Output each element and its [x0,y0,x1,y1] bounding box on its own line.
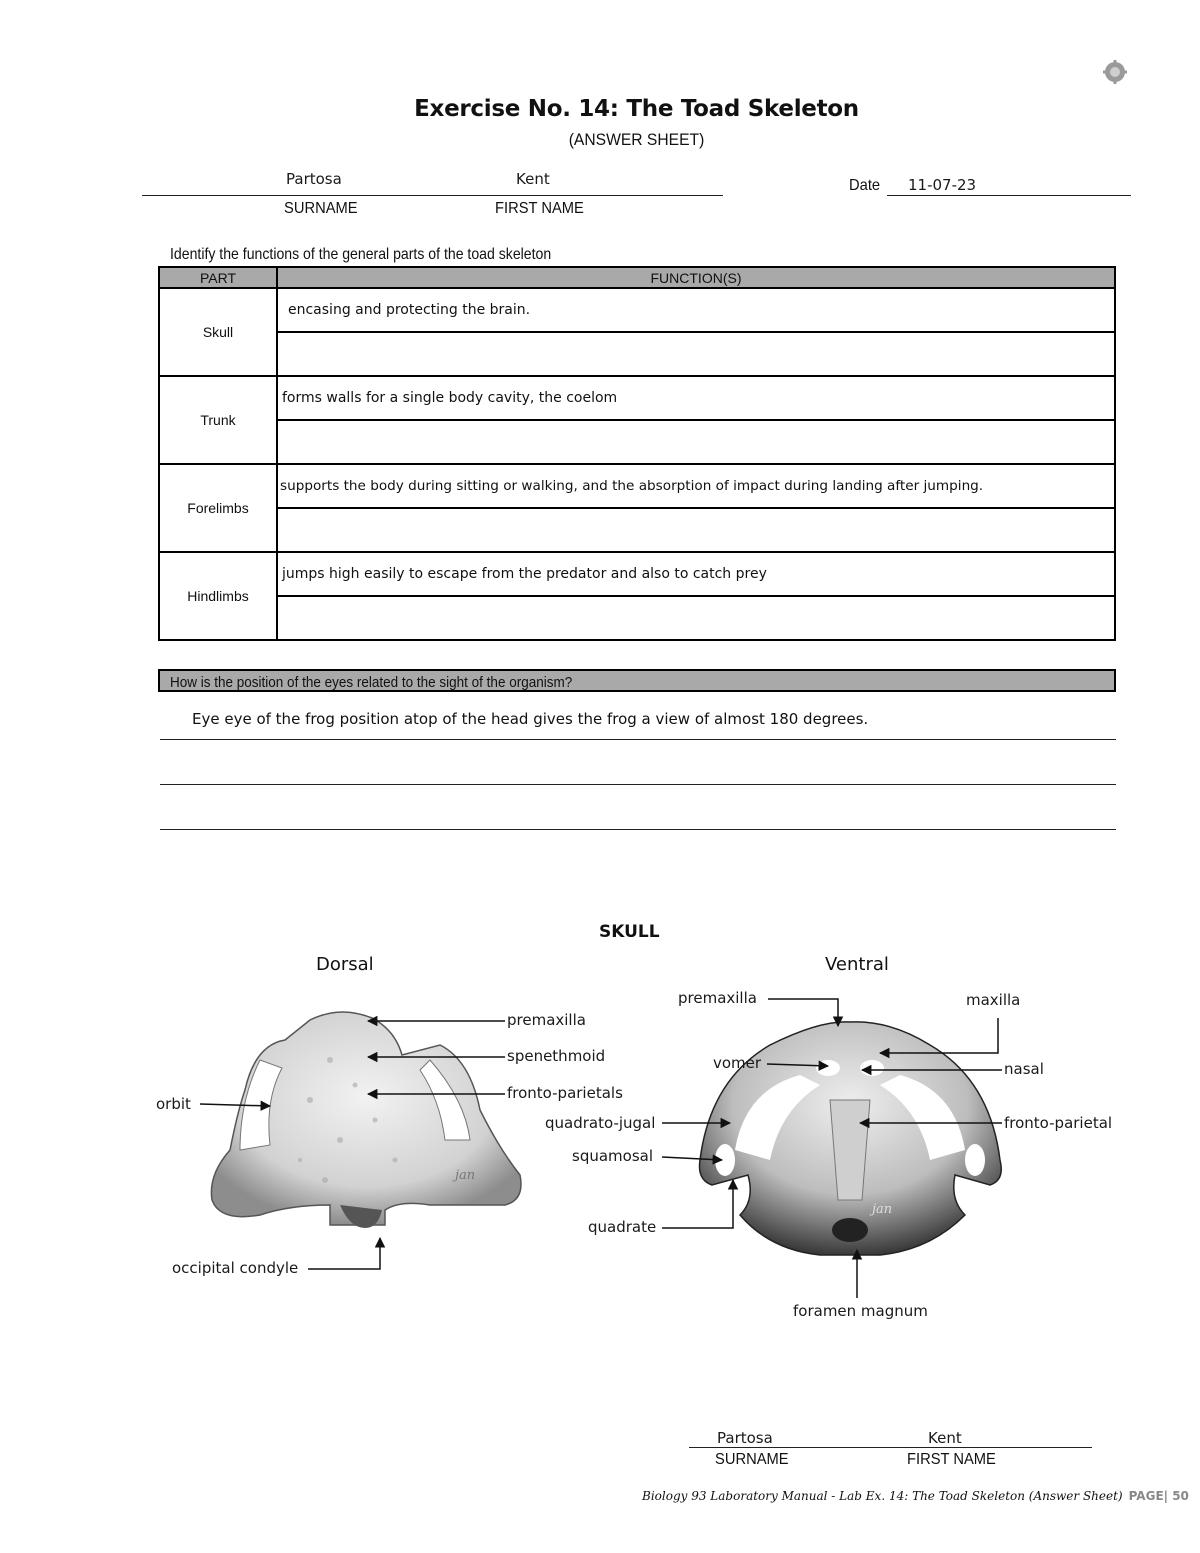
label-occipital-condyle: occipital condyle [172,1259,299,1277]
part-cell: Hindlimbs [159,552,277,640]
label-quadrate: quadrate [588,1218,657,1236]
watermark-dorsal: jan [455,1168,476,1183]
label-maxilla: maxilla [966,991,1021,1009]
name-line [142,195,723,196]
skull-title: SKULL [599,922,660,942]
page-footer [642,1489,1189,1503]
signature-line [689,1447,1092,1448]
answer-line [160,829,1116,830]
date-line [887,195,1131,196]
footer-text: Biology 93 Laboratory Manual - Lab Ex. 14: The Toad Skeleton (Answer Sheet) [642,1489,1123,1503]
part-cell: Forelimbs [159,464,277,552]
question-text: How is the position of the eyes related to the sight of the organism? [170,674,573,691]
question-answer[interactable]: Eye eye of the frog position atop of the head gives the frog a view of almost 180 degrees. [192,710,869,728]
table-row [159,420,1115,464]
label-squamosal: squamosal [572,1147,653,1165]
label-fronto-parietals: fronto-parietals [507,1084,623,1102]
function-cell[interactable]: supports the body during sitting or walking, and the absorption of impact during landing after jumping. [277,464,1115,508]
col-header-function: FUNCTION(S) [277,267,1115,288]
function-cell-empty[interactable] [277,420,1115,464]
answer-line [160,784,1116,785]
signature-firstname-label: FIRST NAME [907,1451,996,1468]
label-fronto-parietal: fronto-parietal [1004,1114,1113,1132]
label-quadrato-jugal: quadrato-jugal [545,1114,656,1132]
function-cell[interactable]: forms walls for a single body cavity, the coelom [277,376,1115,420]
col-header-part: PART [159,267,277,288]
label-orbit: orbit [156,1095,191,1113]
part-cell: Trunk [159,376,277,464]
function-cell-empty[interactable] [277,332,1115,376]
label-vomer: vomer [713,1054,762,1072]
function-cell[interactable]: encasing and protecting the brain. [277,288,1115,332]
table-row [159,508,1115,552]
function-cell-empty[interactable] [277,508,1115,552]
table-row [159,288,1115,332]
signature-firstname-value[interactable]: Kent [928,1429,962,1447]
table-row [159,332,1115,376]
label-premaxilla-dorsal: premaxilla [507,1011,586,1029]
parts-table [158,266,1116,641]
label-foramen-magnum: foramen magnum [793,1302,928,1320]
function-cell-empty[interactable] [277,596,1115,640]
dorsal-skull-drawing [211,1012,521,1228]
label-spenethmoid: spenethmoid [507,1047,606,1065]
answer-line [160,739,1116,740]
question-bar [158,669,1116,692]
table-header-row [159,267,1115,288]
date-value[interactable]: 11-07-23 [908,176,977,194]
table-row [159,552,1115,596]
page-number: PAGE| 50 [1128,1489,1189,1503]
part-cell: Skull [159,288,277,376]
surname-value[interactable]: Partosa [286,170,342,188]
label-nasal: nasal [1004,1060,1044,1078]
signature-surname-label: SURNAME [715,1451,789,1468]
table-row [159,376,1115,420]
firstname-value[interactable]: Kent [516,170,550,188]
ventral-label: Ventral [825,954,889,975]
page-subtitle: (ANSWER SHEET) [568,130,705,149]
surname-label: SURNAME [284,200,358,217]
function-cell[interactable]: jumps high easily to escape from the predator and also to catch prey [277,552,1115,596]
table-row [159,596,1115,640]
gear-logo-icon [1103,60,1127,84]
table-row [159,464,1115,508]
signature-surname-value[interactable]: Partosa [717,1429,773,1447]
page-title: Exercise No. 14: The Toad Skeleton [414,96,859,122]
table-instruction: Identify the functions of the general parts of the toad skeleton [170,246,552,263]
label-premaxilla-ventral: premaxilla [678,989,757,1007]
date-label: Date [849,177,881,194]
watermark-ventral: jan [872,1202,893,1217]
firstname-label: FIRST NAME [495,200,584,217]
dorsal-label: Dorsal [316,954,374,975]
